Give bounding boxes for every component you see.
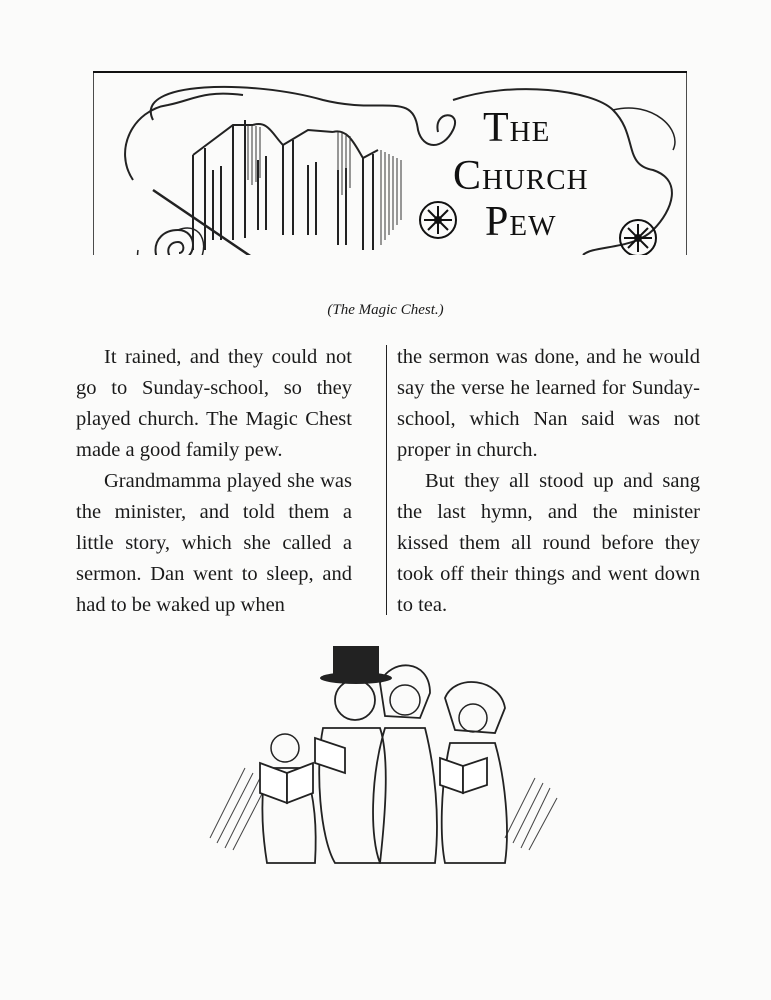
illustration-caption: (The Magic Chest.) (327, 302, 444, 318)
paragraph: It rained, and they could not go to Sunday-school, so they played church. The Magic Chest made a good family pew. (76, 346, 352, 461)
children-singing-illustration (205, 638, 570, 873)
church-pew-header-art (93, 70, 687, 255)
paragraph: But they all stood up and sang the last hymn, and the minister kissed them all round before they took off their things and went down to tea. (397, 470, 700, 616)
title-word-the: The (483, 105, 551, 151)
rosette-left-icon (420, 202, 456, 238)
title-word-pew: Pew (485, 199, 557, 245)
left-text-column (76, 342, 352, 621)
right-text-column (397, 342, 700, 621)
header-decoration (93, 70, 687, 255)
paragraph: the sermon was done, and he would say the verse he learned for Sunday-school, which Nan said was not proper in church. (397, 346, 700, 461)
paragraph: Grandmamma played she was the minister, and told them a little story, which she called a sermon. Dan went to sleep, and had to be waked up when (76, 470, 352, 616)
rosette-right-icon (620, 220, 656, 255)
column-divider (386, 345, 387, 615)
title-word-church: Church (453, 153, 589, 199)
